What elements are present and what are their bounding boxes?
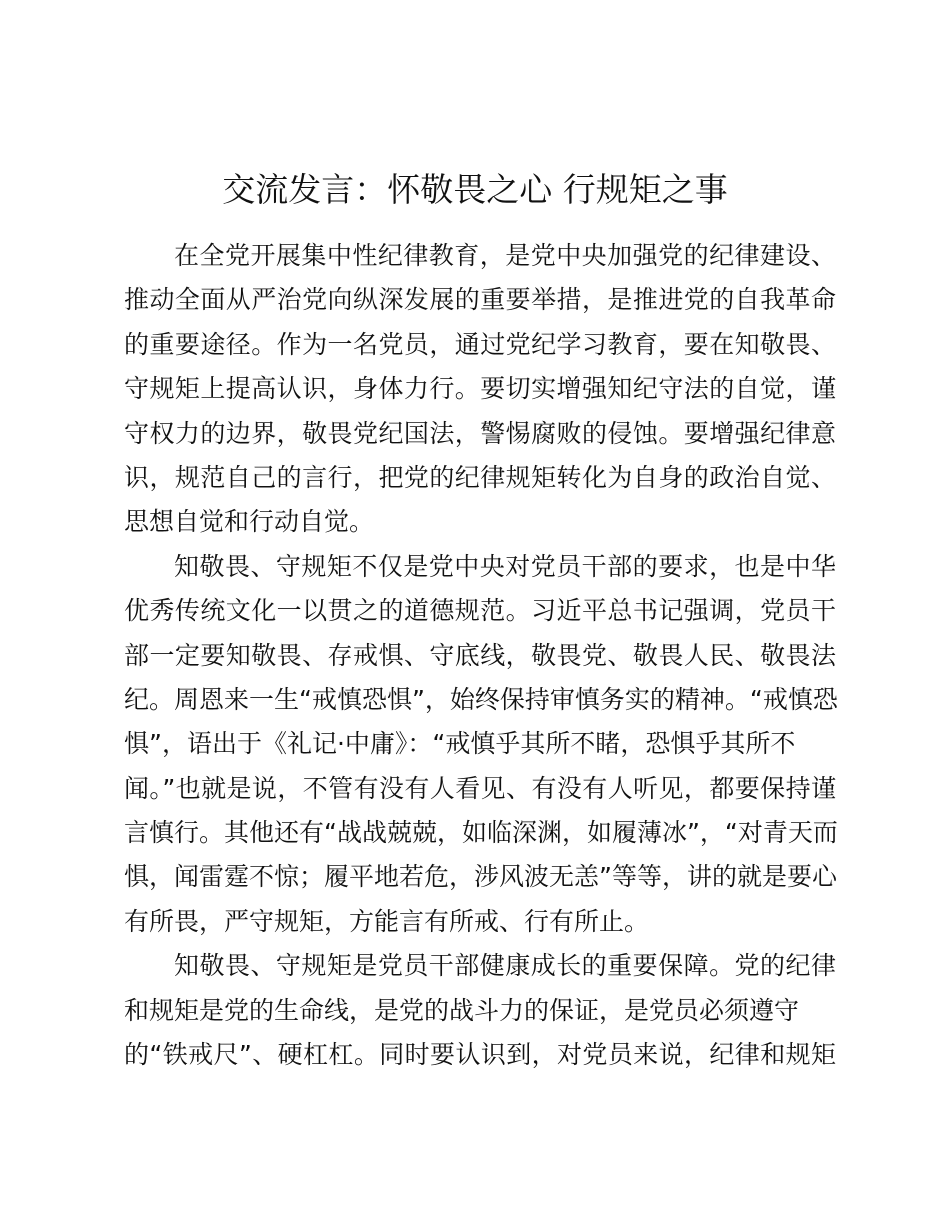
text-line: 优秀传统文化一以贯之的道德规范。习近平总书记强调，党员干 [124, 596, 836, 626]
text-line: 和规矩是党的生命线，是党的战斗力的保证，是党员必须遵守 [124, 995, 800, 1025]
text-line: 思想自觉和行动自觉。 [124, 507, 375, 537]
text-line: 识，规范自己的言行，把党的纪律规矩转化为自身的政治自觉、 [124, 462, 836, 492]
text-line: 有所畏，严守规矩，方能言有所戒、行有所止。 [124, 906, 650, 936]
document-body [124, 234, 836, 1077]
text-line: 惧”，语出于《礼记·中庸》：“戒慎乎其所不睹，恐惧乎其所不 [124, 729, 796, 759]
text-line: 的重要途径。作为一名党员，通过党纪学习教育，要在知敬畏、 [124, 329, 836, 359]
text-line: 守规矩上提高认识，身体力行。要切实增强知纪守法的自觉，谨 [124, 374, 836, 404]
text-line: 知敬畏、守规矩不仅是党中央对党员干部的要求，也是中华 [174, 551, 836, 581]
text-line: 部一定要知敬畏、存戒惧、守底线，敬畏党、敬畏人民、敬畏法 [124, 640, 836, 670]
document-title: 交流发言：怀敬畏之心 行规矩之事 [222, 170, 728, 209]
text-line: 惧，闻雷霆不惊；履平地若危，涉风波无恙”等等，讲的就是要心 [124, 862, 837, 892]
text-line: 言慎行。其他还有“战战兢兢，如临深渊，如履薄冰”，“对青天而 [124, 818, 838, 848]
text-line: 的“铁戒尺”、硬杠杠。同时要认识到，对党员来说，纪律和规矩 [124, 1040, 836, 1070]
text-line: 闻。”也就是说，不管有没有人看见、有没有人听见，都要保持谨 [124, 773, 836, 803]
text-line: 在全党开展集中性纪律教育，是党中央加强党的纪律建设、 [174, 241, 836, 270]
text-line: 纪。周恩来一生“戒慎恐惧”，始终保持审慎务实的精神。“戒慎恐 [124, 684, 838, 714]
text-line: 守权力的边界，敬畏党纪国法，警惕腐败的侵蚀。要增强纪律意 [124, 418, 836, 448]
text-line: 知敬畏、守规矩是党员干部健康成长的重要保障。党的纪律 [174, 951, 836, 981]
text-line: 推动全面从严治党向纵深发展的重要举措，是推进党的自我革命 [124, 285, 836, 315]
